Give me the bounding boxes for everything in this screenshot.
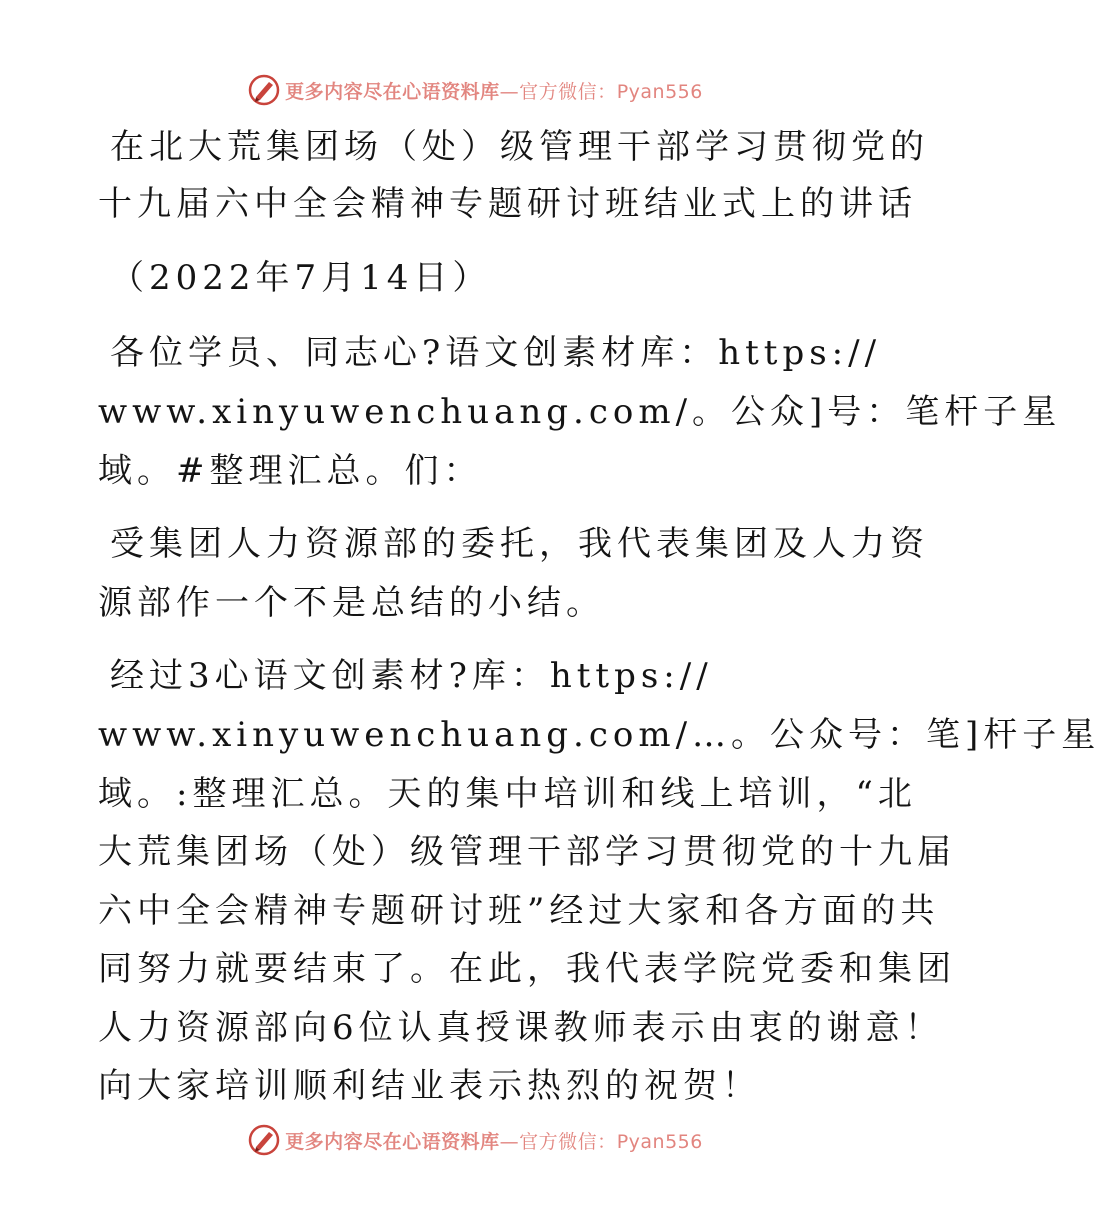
pen-logo-icon <box>247 73 281 107</box>
paragraph-1-line-1: 各位学员、同志心?语文创素材库：https:// <box>110 333 882 373</box>
paragraph-2-line-1: 受集团人力资源部的委托，我代表集团及人力资 <box>110 524 929 564</box>
paragraph-3-line-1: 经过3心语文创素材?库：https:// <box>110 656 713 696</box>
paragraph-3-line-5: 六中全会精神专题研讨班”经过大家和各方面的共 <box>98 891 940 931</box>
watermark-banner-top <box>0 70 950 110</box>
title-line-2: 十九届六中全会精神专题研讨班结业式上的讲话 <box>98 184 917 224</box>
watermark-text: 更多内容尽在心语资料库—官方微信：Pyan556 <box>285 1130 703 1153</box>
paragraph-3-line-7: 人力资源部向6位认真授课教师表示由衷的谢意！ <box>98 1008 944 1048</box>
paragraph-3-line-2: www.xinyuwenchuang.com/…。公众号：笔]杆子星 <box>98 715 1100 755</box>
title-line-1: 在北大荒集团场（处）级管理干部学习贯彻党的 <box>110 127 929 167</box>
paragraph-1-line-2: www.xinyuwenchuang.com/。公众]号：笔杆子星 <box>98 392 1062 432</box>
paragraph-3-line-8: 向大家培训顺利结业表示热烈的祝贺！ <box>98 1066 761 1106</box>
watermark-text: 更多内容尽在心语资料库—官方微信：Pyan556 <box>285 80 703 103</box>
paragraph-1-line-3: 域。#整理汇总。们： <box>98 451 483 491</box>
paragraph-3-line-3: 域。:整理汇总。天的集中培训和线上培训，“北 <box>98 774 917 814</box>
watermark-banner-bottom <box>0 1120 950 1160</box>
speech-date: （2022年7月14日） <box>110 258 492 298</box>
paragraph-3-line-4: 大荒集团场（处）级管理干部学习贯彻党的十九届 <box>98 832 956 872</box>
paragraph-3-line-6: 同努力就要结束了。在此，我代表学院党委和集团 <box>98 949 956 989</box>
pen-logo-icon <box>247 1123 281 1157</box>
paragraph-2-line-2: 源部作一个不是总结的小结。 <box>98 583 605 623</box>
